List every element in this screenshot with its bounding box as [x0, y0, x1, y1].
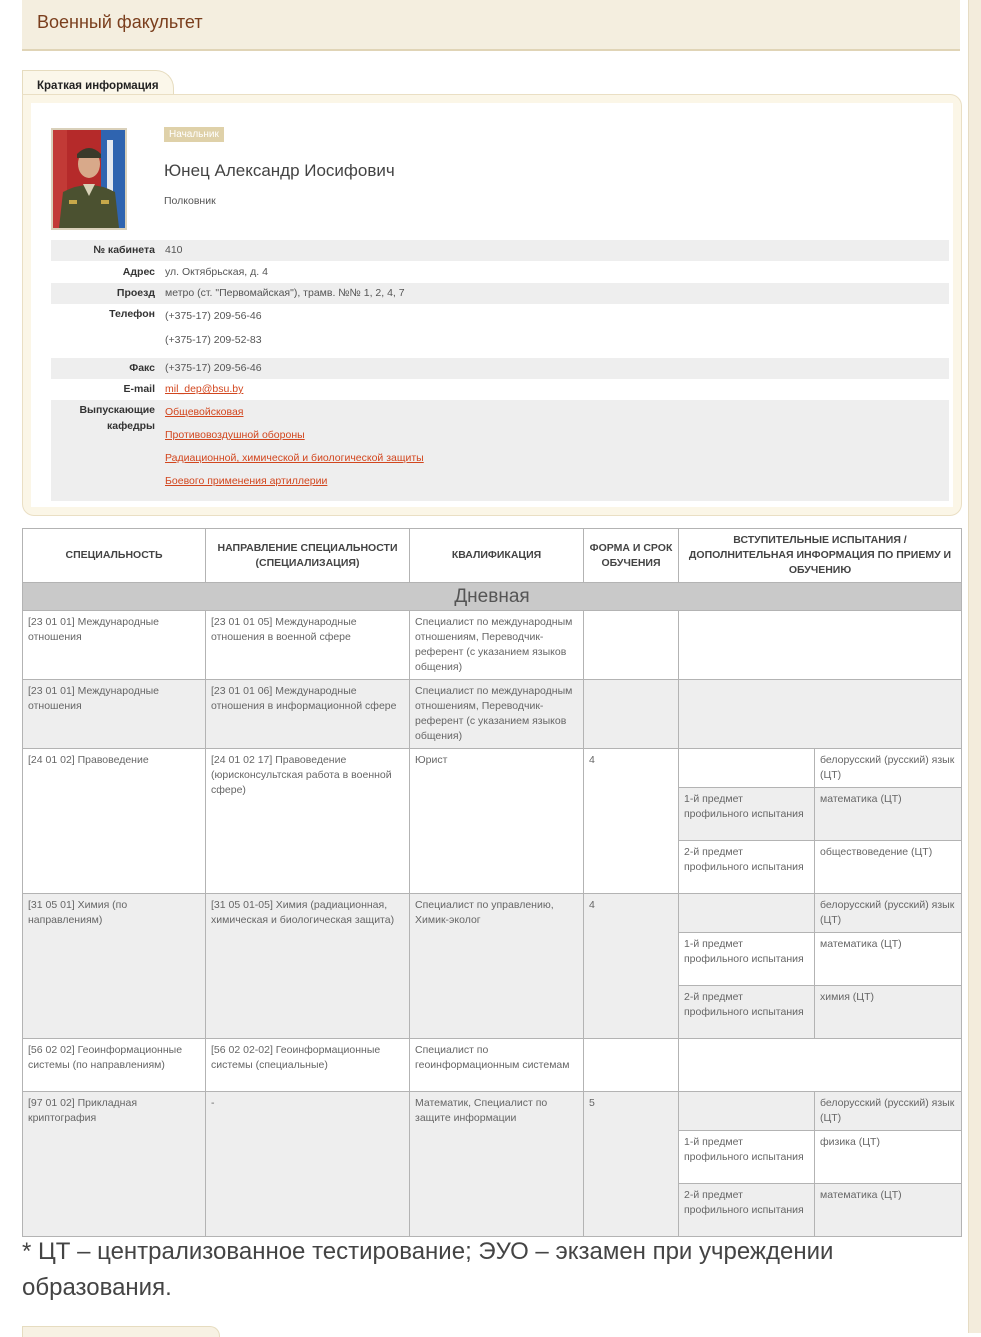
- cell-direction: [24 01 02 17] Правоведение (юрисконсультская работа в военной сфере): [206, 749, 410, 894]
- cell-exam-label: 2-й предмет профильного испытания: [679, 1184, 815, 1237]
- info-row-address: [51, 262, 949, 283]
- table-row: [23, 680, 962, 749]
- page-right-border: [968, 0, 981, 1333]
- cell-exam-subject: белорусский (русский) язык (ЦТ): [815, 894, 962, 933]
- tab-label: Краткая информация: [37, 80, 159, 92]
- cell-qualification: Специалист по международным отношениям, Переводчик-референт (с указанием языков общения): [410, 611, 584, 680]
- transit-label: Проезд: [116, 287, 155, 299]
- email-label: E-mail: [123, 383, 155, 395]
- tab-brief-info[interactable]: [22, 70, 174, 97]
- cell-exam-label: 2-й предмет профильного испытания: [679, 841, 815, 894]
- cell-specialty: [56 02 02] Геоинформационные системы (по направлениям): [23, 1039, 206, 1092]
- phone-value-1: (+375-17) 209-56-46: [165, 310, 262, 322]
- cell-exam-subject: физика (ЦТ): [815, 1131, 962, 1184]
- cell-specialty: [23 01 01] Международные отношения: [23, 611, 206, 680]
- page-title: Военный факультет: [37, 12, 203, 32]
- col-header-specialty: СПЕЦИАЛЬНОСТЬ: [23, 529, 206, 583]
- page-header: [22, 0, 960, 51]
- col-header-term: ФОРМА И СРОК ОБУЧЕНИЯ: [584, 529, 679, 583]
- cell-exam-subject: белорусский (русский) язык (ЦТ): [815, 1092, 962, 1131]
- cabinet-value: 410: [165, 244, 183, 256]
- departments-label-2: кафедры: [106, 420, 155, 432]
- cell-qualification: Специалист по управлению, Химик-эколог: [410, 894, 584, 1039]
- cell-specialty: [97 01 02] Прикладная криптография: [23, 1092, 206, 1237]
- cell-term: [584, 611, 679, 680]
- specialties-table: [22, 528, 962, 1237]
- cell-exam-subject: математика (ЦТ): [815, 933, 962, 986]
- cell-term: 4: [584, 749, 679, 894]
- section-title: Дневная: [23, 583, 962, 611]
- department-link[interactable]: Боевого применения артиллерии: [165, 475, 328, 487]
- footnote: * ЦТ – централизованное тестирование; ЭУО – экзамен при учреждении образования.: [22, 1238, 834, 1301]
- person-rank: Полковник: [164, 195, 216, 207]
- cell-qualification: Математик, Специалист по защите информации: [410, 1092, 584, 1237]
- email-link[interactable]: mil_dep@bsu.by: [165, 383, 244, 395]
- cell-exam-label: [679, 894, 815, 933]
- info-row-transit: [51, 283, 949, 304]
- cell-term: [584, 680, 679, 749]
- cell-exam-subject: математика (ЦТ): [815, 788, 962, 841]
- info-row-phone: [51, 304, 949, 358]
- fax-value: (+375-17) 209-56-46: [165, 362, 262, 374]
- cell-term: 4: [584, 894, 679, 1039]
- cell-exams: [679, 680, 962, 749]
- cell-qualification: Специалист по международным отношениям, Переводчик-референт (с указанием языков общения): [410, 680, 584, 749]
- table-row: [23, 611, 962, 680]
- phone-value-2: (+375-17) 209-52-83: [165, 334, 262, 346]
- cell-direction: [23 01 01 06] Международные отношения в информационной сфере: [206, 680, 410, 749]
- cell-exam-subject: математика (ЦТ): [815, 1184, 962, 1237]
- cell-direction: [23 01 01 05] Международные отношения в военной сфере: [206, 611, 410, 680]
- cell-direction: -: [206, 1092, 410, 1237]
- fax-label: Факс: [129, 362, 155, 374]
- table-row: [23, 1092, 962, 1131]
- info-panel: [22, 94, 962, 516]
- cell-specialty: [31 05 01] Химия (по направлениям): [23, 894, 206, 1039]
- cell-qualification: Юрист: [410, 749, 584, 894]
- department-link[interactable]: Радиационной, химической и биологической защиты: [165, 452, 424, 464]
- cell-term: [584, 1039, 679, 1092]
- person-name: Юнец Александр Иосифович: [164, 161, 395, 180]
- cell-exam-label: 1-й предмет профильного испытания: [679, 788, 815, 841]
- departments-label-1: Выпускающие: [79, 404, 155, 416]
- cell-specialty: [24 01 02] Правоведение: [23, 749, 206, 894]
- table-row: [23, 749, 962, 788]
- cell-exams: [679, 611, 962, 680]
- cabinet-label: № кабинета: [93, 244, 155, 256]
- department-link[interactable]: Противовоздушной обороны: [165, 429, 305, 441]
- col-header-qualification: КВАЛИФИКАЦИЯ: [410, 529, 584, 583]
- cell-exam-label: [679, 1092, 815, 1131]
- address-label: Адрес: [122, 266, 155, 278]
- cell-exam-subject: обществоведение (ЦТ): [815, 841, 962, 894]
- cell-exam-label: 1-й предмет профильного испытания: [679, 1131, 815, 1184]
- info-row-departments: [51, 400, 949, 501]
- cell-exam-label: [679, 749, 815, 788]
- table-row: [23, 1039, 962, 1092]
- phone-label: Телефон: [109, 308, 155, 320]
- cell-qualification: Специалист по геоинформационным системам: [410, 1039, 584, 1092]
- cell-exam-subject: химия (ЦТ): [815, 986, 962, 1039]
- cell-exam-label: 2-й предмет профильного испытания: [679, 986, 815, 1039]
- info-row-cabinet: [51, 240, 949, 261]
- table-header-row: [23, 529, 962, 583]
- cell-exam-subject: белорусский (русский) язык (ЦТ): [815, 749, 962, 788]
- col-header-direction: НАПРАВЛЕНИЕ СПЕЦИАЛЬНОСТИ (СПЕЦИАЛИЗАЦИЯ): [206, 529, 410, 583]
- position-badge: Начальник: [164, 127, 224, 142]
- next-section-tab[interactable]: [22, 1326, 220, 1337]
- head-photo: [51, 128, 127, 230]
- table-row: [23, 894, 962, 933]
- cell-exams: [679, 1039, 962, 1092]
- info-row-email: [51, 379, 949, 400]
- cell-direction: [31 05 01-05] Химия (радиационная, химическая и биологическая защита): [206, 894, 410, 1039]
- info-row-fax: [51, 358, 949, 379]
- info-card: [31, 103, 953, 507]
- portrait-image: [53, 130, 125, 228]
- section-row: [23, 583, 962, 611]
- address-value: ул. Октябрьская, д. 4: [165, 266, 268, 278]
- department-link[interactable]: Общевойсковая: [165, 406, 244, 418]
- cell-exam-label: 1-й предмет профильного испытания: [679, 933, 815, 986]
- cell-term: 5: [584, 1092, 679, 1237]
- cell-direction: [56 02 02-02] Геоинформационные системы (специальные): [206, 1039, 410, 1092]
- transit-value: метро (ст. "Первомайская"), трамв. №№ 1, 2, 4, 7: [165, 287, 405, 299]
- col-header-exams: ВСТУПИТЕЛЬНЫЕ ИСПЫТАНИЯ / ДОПОЛНИТЕЛЬНАЯ ИНФОРМАЦИЯ ПО ПРИЕМУ И ОБУЧЕНИЮ: [679, 529, 962, 583]
- cell-specialty: [23 01 01] Международные отношения: [23, 680, 206, 749]
